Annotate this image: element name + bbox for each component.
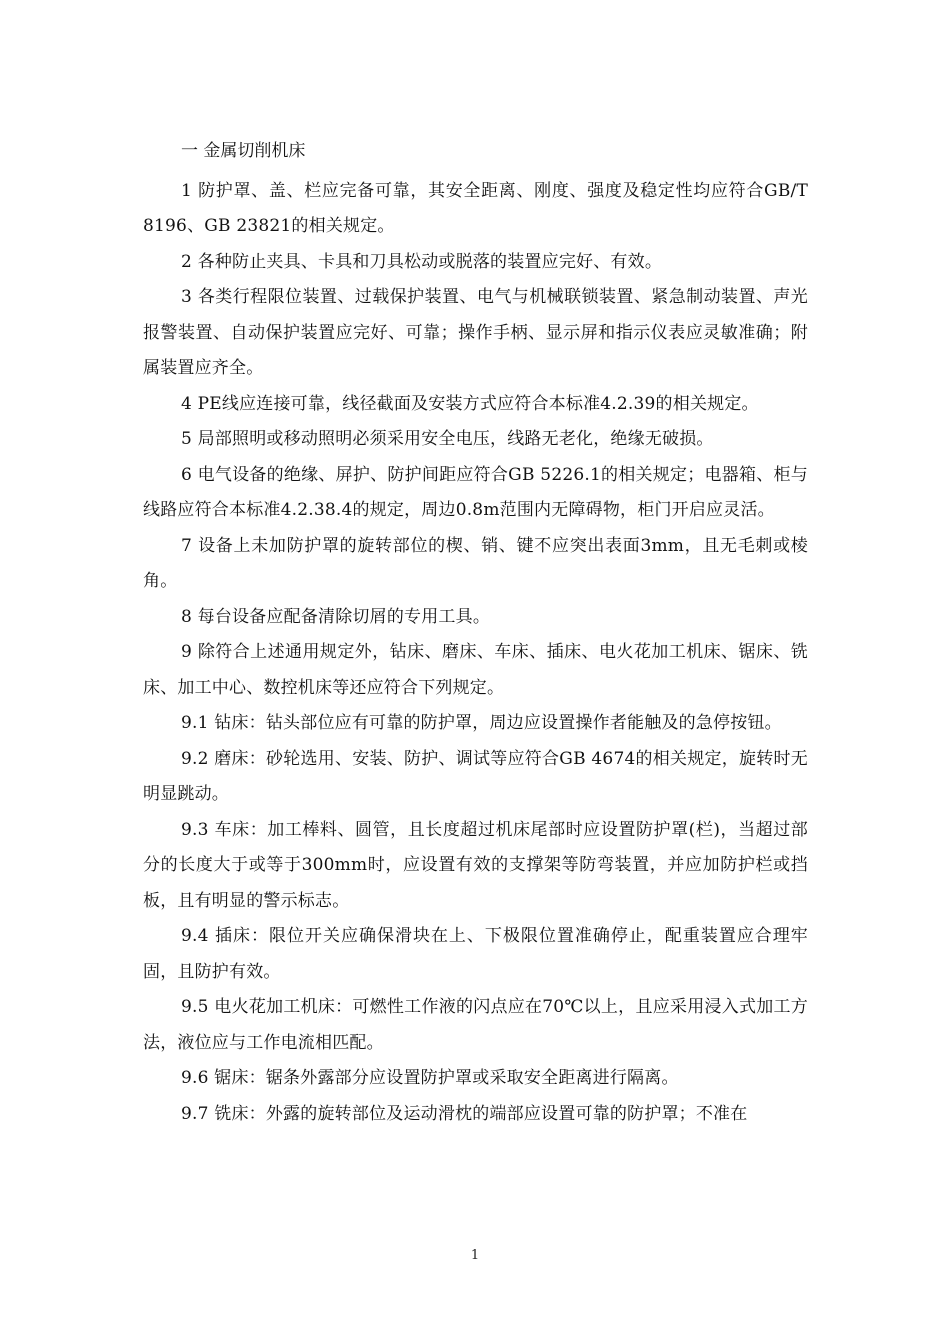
paragraph-1: 1 防护罩、盖、栏应完备可靠，其安全距离、刚度、强度及稳定性均应符合GB/T 8196、GB 23821的相关规定。 bbox=[143, 180, 808, 236]
section-heading: 一 金属切削机床 bbox=[181, 141, 306, 161]
paragraph-9-2: 9.2 磨床：砂轮选用、安装、防护、调试等应符合GB 4674的相关规定，旋转时无明显跳动。 bbox=[143, 748, 808, 804]
paragraph-9-1: 9.1 钻床：钻头部位应有可靠的防护罩，周边应设置操作者能触及的急停按钮。 bbox=[181, 713, 782, 733]
paragraph-9: 9 除符合上述通用规定外，钻床、磨床、车床、插床、电火花加工机床、锯床、铣床、加工中心、数控机床等还应符合下列规定。 bbox=[143, 642, 808, 698]
paragraph-9-3: 9.3 车床：加工棒料、圆管，且长度超过机床尾部时应设置防护罩(栏)，当超过部分的长度大于或等于300mm时，应设置有效的支撑架等防弯装置，并应加防护栏或挡板，且有明显的警示标志。 bbox=[143, 819, 808, 911]
paragraph-6: 6 电气设备的绝缘、屏护、防护间距应符合GB 5226.1的相关规定；电器箱、柜与线路应符合本标准4.2.38.4的规定，周边0.8m范围内无障碍物，柜门开启应灵活。 bbox=[143, 464, 808, 520]
paragraph-2: 2 各种防止夹具、卡具和刀具松动或脱落的装置应完好、有效。 bbox=[181, 251, 663, 272]
page-number: 1 bbox=[470, 1248, 480, 1263]
paragraph-9-7: 9.7 铣床：外露的旋转部位及运动滑枕的端部应设置可靠的防护罩；不准在 bbox=[181, 1103, 748, 1124]
paragraph-4: 4 PE线应连接可靠，线径截面及安装方式应符合本标准4.2.39的相关规定。 bbox=[181, 393, 759, 414]
paragraph-9-5: 9.5 电火花加工机床：可燃性工作液的闪点应在70℃以上，且应采用浸入式加工方法，液位应与工作电流相匹配。 bbox=[143, 997, 808, 1053]
paragraph-9-4: 9.4 插床：限位开关应确保滑块在上、下极限位置准确停止，配重装置应合理牢固，且防护有效。 bbox=[143, 926, 808, 982]
paragraph-3: 3 各类行程限位装置、过载保护装置、电气与机械联锁装置、紧急制动装置、声光报警装置、自动保护装置应完好、可靠；操作手柄、显示屏和指示仪表应灵敏准确；附属装置应齐全。 bbox=[143, 287, 808, 378]
document-body bbox=[143, 134, 808, 1132]
paragraph-7: 7 设备上未加防护罩的旋转部位的楔、销、键不应突出表面3mm，且无毛刺或棱角。 bbox=[143, 535, 808, 591]
paragraph-8: 8 每台设备应配备清除切屑的专用工具。 bbox=[181, 606, 491, 627]
paragraph-9-6: 9.6 锯床：锯条外露部分应设置防护罩或采取安全距离进行隔离。 bbox=[181, 1068, 679, 1088]
paragraph-5: 5 局部照明或移动照明必须采用安全电压，线路无老化，绝缘无破损。 bbox=[181, 429, 714, 449]
